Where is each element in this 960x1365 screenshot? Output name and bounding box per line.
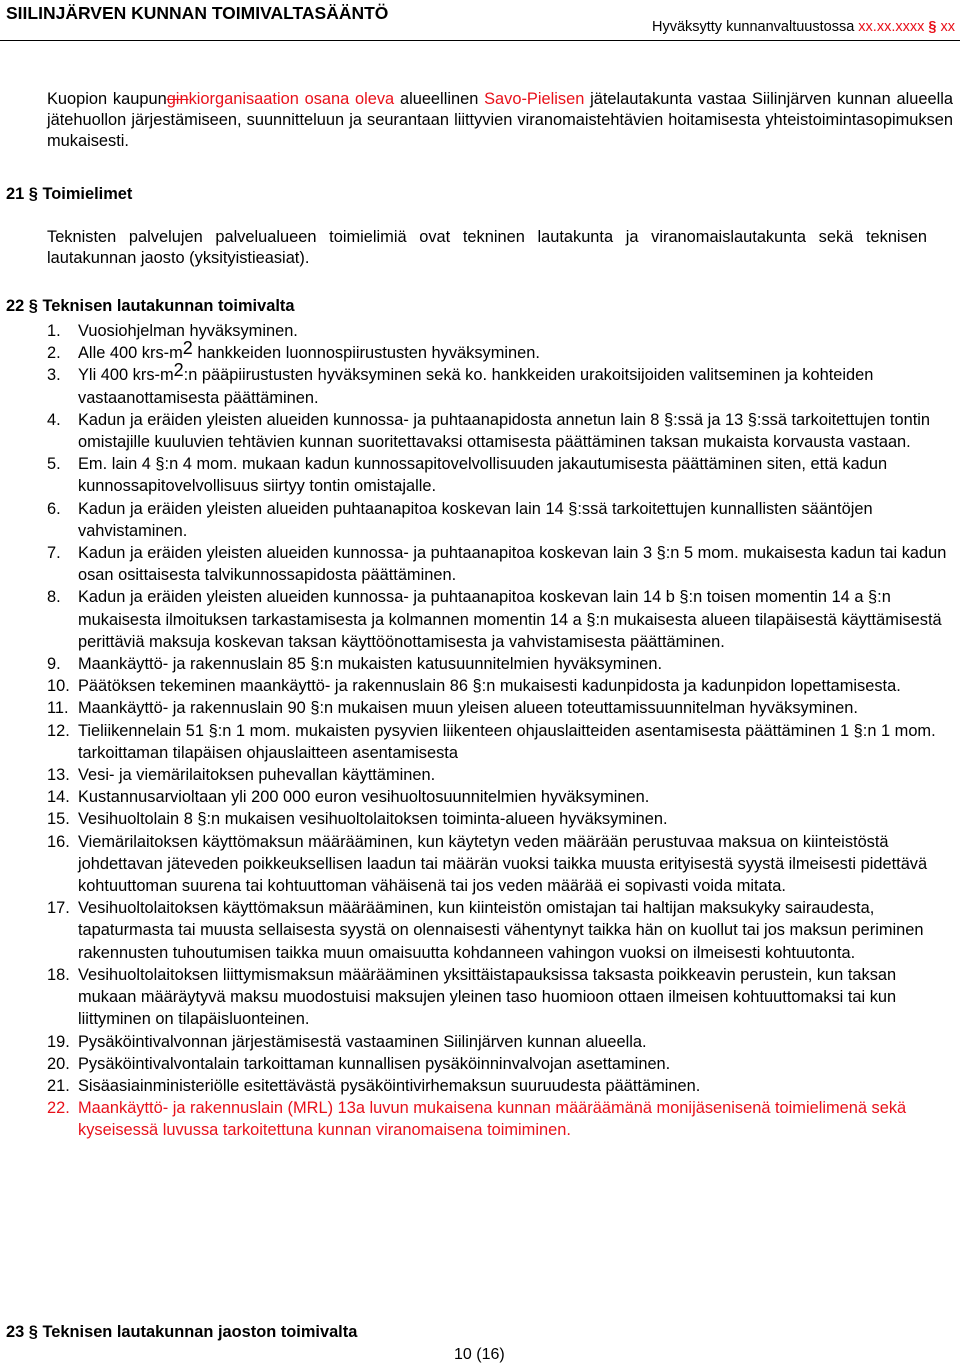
- list-item-number: 21.: [47, 1076, 70, 1095]
- list-item-text: Kadun ja eräiden yleisten alueiden puhtaanapitoa koskevan lain 14 §:ssä tarkoitettujen kunnallisten sääntöjen vahvistaminen.: [78, 499, 873, 540]
- section-22-sign: §: [28, 297, 38, 315]
- section-21-title: Toimielimet: [42, 185, 133, 203]
- list-item: [47, 1031, 957, 1053]
- list-item: [47, 964, 957, 1031]
- list-item-text: Sisäasiainministeriölle esitettävästä pysäköintivirhemaksun suuruudesta päättäminen.: [78, 1076, 701, 1095]
- intro-savo-pielisen: Savo-Pielisen: [484, 90, 585, 108]
- superscript: 2: [182, 338, 193, 359]
- list-item: [47, 764, 957, 786]
- intro-paragraph: [47, 89, 953, 153]
- header-divider: [0, 40, 960, 41]
- list-item: [47, 808, 957, 830]
- list-item: [47, 586, 957, 653]
- list-item: [47, 1075, 957, 1097]
- list-item: [47, 897, 957, 964]
- list-item-number: 11.: [47, 699, 69, 718]
- section-21-number: 21: [6, 185, 25, 203]
- list-item-text: Vesihuoltolain 8 §:n mukaisen vesihuoltolaitoksen toiminta-alueen hyväksyminen.: [78, 810, 668, 829]
- approval-date: xx.xx.xxxx: [858, 19, 925, 35]
- list-item: [47, 453, 957, 497]
- section-23-title: Teknisen lautakunnan jaoston toimivalta: [42, 1323, 358, 1341]
- section-22-title: Teknisen lautakunnan toimivalta: [42, 297, 295, 315]
- list-item-text-pre: Yli 400 krs-m: [78, 366, 174, 385]
- list-item-text: Päätöksen tekeminen maankäyttö- ja rakennuslain 86 §:n mukaisesti kadunpidosta ja kadunpidon lopettamisesta.: [78, 677, 901, 696]
- list-item: [47, 542, 957, 586]
- list-item-number: 18.: [47, 965, 70, 984]
- section-22-heading: [6, 297, 294, 316]
- document-title: SIILINJÄRVEN KUNNAN TOIMIVALTASÄÄNTÖ: [6, 3, 389, 23]
- list-item: [47, 409, 957, 453]
- list-item-text: Vesihuoltolaitoksen käyttömaksun määrääminen, kun kiinteistön omistajan tai haltijan maksukyky sairaudesta, tapaturmasta tai muusta sellaisesta syystä on olennaisesti vähentynyt taikka hän on kuollut tai jos maksun periminen rakennusten tuhoutumisen taikka muun omaisuutta kohdanneen vahingon vuoksi on ilmeisesti kohtuutonta.: [78, 899, 924, 962]
- list-item-text: Maankäyttö- ja rakennuslain 90 §:n mukaisen muun yleisen alueen toteuttamissuunnitelman hyväksyminen.: [78, 699, 858, 718]
- list-item-number: 12.: [47, 721, 70, 740]
- section-sign: §: [928, 19, 937, 35]
- list-item-number: 15.: [47, 810, 70, 829]
- section-23-heading: [6, 1323, 357, 1342]
- list-item-number: 9.: [47, 655, 61, 674]
- list-item-text: Kustannusarvioltaan yli 200 000 euron vesihuoltosuunnitelmien hyväksyminen.: [78, 788, 650, 807]
- list-item-text: Maankäyttö- ja rakennuslain (MRL) 13a luvun mukaisena kunnan määräämänä monijäsenisenä toimielimenä sekä kyseisessä luvussa tarkoitettuna kunnan viranomaisena toimiminen.: [78, 1099, 907, 1140]
- superscript: 2: [173, 360, 184, 381]
- list-item: [47, 1097, 957, 1141]
- intro-part1: Kuopion kaupun: [47, 90, 167, 108]
- list-item-number: 8.: [47, 588, 61, 607]
- list-item-number: 22.: [47, 1099, 70, 1118]
- approval-prefix: Hyväksytty kunnanvaltuustossa: [651, 19, 859, 35]
- list-item-number: 14.: [47, 788, 70, 807]
- intro-struck-text: gin: [166, 90, 189, 108]
- list-item: [47, 498, 957, 542]
- page-number: 10 (16): [454, 1346, 505, 1363]
- list-item-text: [78, 338, 957, 364]
- list-item: [47, 831, 957, 898]
- list-item-text: Vesi- ja viemärilaitoksen puhevallan käyttäminen.: [78, 766, 436, 785]
- list-item-text: Vesihuoltolaitoksen liittymismaksun määrääminen yksittäistapauksissa taksasta poikkeavin perustein, kun taksan mukaan määräytyvä maksu muodostuisi maksujen yleinen taso huomioon ottaen ilmeisen kohtuuttomaksi tai kun liittyminen on tilapäisluonteinen.: [78, 965, 897, 1029]
- list-item-text: Em. lain 4 §:n 4 mom. mukaan kadun kunnossapitovelvollisuuden jakautumisesta päättäminen siten, että kadun kunnossapitovelvollisuus siirtyy tontin omistajalle.: [78, 455, 888, 496]
- list-item: [47, 360, 957, 408]
- list-item: [47, 697, 957, 719]
- intro-part3: alueellinen: [394, 90, 485, 108]
- list-item-number: 17.: [47, 899, 70, 918]
- list-item-text: Tieliikennelain 51 §:n 1 mom. mukaisten pysyvien liikenteen ohjauslaitteiden asentamisesta päättäminen 1 §:n 1 mom. tarkoittaman tilapäisen ohjauslaitteen asentamisesta: [78, 721, 936, 762]
- list-item: [47, 1053, 957, 1075]
- approval-note: [652, 19, 955, 35]
- list-item: [47, 786, 957, 808]
- list-item: [47, 653, 957, 675]
- section-21-text: Teknisten palvelujen palvelualueen toimielimiä ovat tekninen lautakunta ja viranomaislautakunta sekä teknisen lautakunnan jaosto (yksityistieasiat).: [47, 228, 927, 268]
- list-item-number: 16.: [47, 832, 70, 851]
- section-22-list: [47, 320, 957, 1142]
- list-item-text-pre: Alle 400 krs-m: [78, 344, 183, 363]
- section-23-number: 23: [6, 1323, 25, 1341]
- section-23-sign: §: [28, 1323, 38, 1341]
- list-item-text: [78, 360, 957, 408]
- list-item-text: Kadun ja eräiden yleisten alueiden kunnossa- ja puhtaanapitoa koskevan lain 14 b §:n toisen momentin 14 a §:n mukaisesta ilmoituksen tarkastamisesta ja kolmannen momentin 14 a §:n mukaisesta alueen tilapäisestä käyttämisestä perittäviä maksuja koskevan taksan käyttöönottamisesta ja vahvistamisesta päättäminen.: [78, 588, 942, 651]
- section-21-sign: §: [28, 185, 38, 203]
- list-item-number: 19.: [47, 1032, 70, 1051]
- list-item-text: Pysäköintivalvontalain tarkoittaman kunnallisen pysäköinninvalvojan asettaminen.: [78, 1054, 671, 1073]
- list-item-number: 1.: [47, 322, 61, 340]
- list-item-text: Viemärilaitoksen käyttömaksun määrääminen, kun käytetyn veden määrään perustuvaa maksua on kiinteistöstä johdettavan jäteveden poikkeuksellisen laadun tai määrän vuoksi taikka muusta erityisestä syystä ilmeisesti pidettävä kohtuuttoman suurena tai kohtuuttoman vähäisenä tai jos veden määrää ei sopivasti voida mitata.: [78, 832, 928, 896]
- list-item-text: Maankäyttö- ja rakennuslain 85 §:n mukaisten katusuunnitelmien hyväksyminen.: [78, 655, 663, 674]
- list-item-number: 13.: [47, 766, 70, 785]
- list-item-number: 10.: [47, 677, 70, 696]
- list-item: [47, 675, 957, 697]
- list-item-text-post: :n pääpiirustusten hyväksyminen sekä ko. hankkeiden urakoitsijoiden valitseminen ja kohteiden vastaanottamisesta päättäminen.: [78, 366, 874, 407]
- intro-inserted-text: kiorganisaation osana oleva: [188, 90, 395, 108]
- list-item-text: Pysäköintivalvonnan järjestämisestä vastaaminen Siilinjärven kunnan alueella.: [78, 1032, 647, 1051]
- approval-number: xx: [940, 19, 955, 35]
- list-item-number: 7.: [47, 544, 61, 563]
- list-item-number: 6.: [47, 499, 61, 518]
- list-item-text: Kadun ja eräiden yleisten alueiden kunnossa- ja puhtaanapidosta annetun lain 8 §:ssä ja 13 §:ssä tarkoitettujen tontin omistajille kuuluvien tehtävien kunnan suoritettavaksi ottamisesta päättäminen taksan mukaista korvausta vastaan.: [78, 410, 931, 452]
- list-item-number: 5.: [47, 455, 61, 474]
- page-header: [0, 0, 960, 36]
- list-item-number: 20.: [47, 1054, 70, 1073]
- list-item-number: 3.: [47, 366, 61, 385]
- section-22-number: 22: [6, 297, 25, 315]
- list-item-text-post: hankkeiden luonnospiirustusten hyväksyminen.: [192, 344, 540, 363]
- section-21-heading: [6, 185, 132, 204]
- list-item-number: 4.: [47, 410, 61, 429]
- list-item-text: Kadun ja eräiden yleisten alueiden kunnossa- ja puhtaanapitoa koskevan lain 3 §:n 5 mom. mukaisesta kadun tai kadun osan osittaisesta talvikunnossapidosta päättäminen.: [78, 544, 947, 585]
- list-item: [47, 720, 957, 764]
- intro-part5: jätelautakunta vastaa Siilinjärven kunnan alueella jätehuollon järjestämiseen, suunnitteluun ja seurantaan liittyvien viranomaistehtävien hoitamisesta yhteistoimintasopimuksen mukaisesti.: [47, 90, 954, 151]
- list-item-number: 2.: [47, 344, 61, 363]
- list-item-text: Vuosiohjelman hyväksyminen.: [78, 322, 298, 340]
